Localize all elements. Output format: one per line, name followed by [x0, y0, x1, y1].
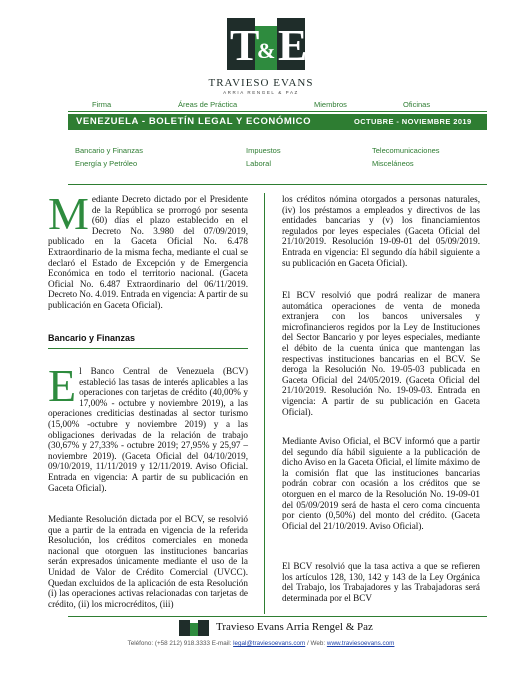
nav-oficinas[interactable]: Oficinas — [403, 100, 431, 109]
nav-miembros[interactable]: Miembros — [314, 100, 347, 109]
right-paragraph-3: Mediante Aviso Oficial, el BCV informó que a partir del segundo día hábil siguiente a la publicación de dicho Aviso en la Gaceta Oficial, el límite máximo de la comisión flat que las instituciones bancarias podrán cobrar con ocasión a los créditos que se otorguen en el marco de la Resolución No. 19-09-01 del 05/09/2019 será de hasta el cero coma cincuenta por ciento (0,50%) del monto del crédito. (Gaceta Oficial del 21/10/2019. Aviso Oficial). — [282, 436, 480, 531]
bcv-dropcap: E — [48, 360, 77, 411]
category-miscelaneos[interactable]: Misceláneos — [372, 159, 414, 168]
brand-name: TRAVIESO EVANS — [208, 77, 314, 89]
category-bancario[interactable]: Bancario y Finanzas — [75, 146, 143, 155]
firm-logo: T & E — [227, 18, 305, 70]
footer-firm-name: Travieso Evans Arria Rengel & Paz — [216, 621, 373, 633]
header-divider — [68, 184, 487, 185]
section-underline — [48, 348, 248, 349]
web-link[interactable]: www.traviesoevans.com — [326, 640, 395, 647]
intro-dropcap: M — [48, 188, 89, 239]
footer-divider — [68, 616, 487, 617]
footer-logo — [179, 620, 209, 636]
nav-firma[interactable]: Firma — [92, 100, 112, 109]
brand-subtitle: ARRIA RENGEL & PAZ — [223, 90, 299, 95]
category-telecom[interactable]: Telecomunicaciones — [372, 146, 440, 155]
resolucion-paragraph: Mediante Resolución dictada por el BCV, se resolvió que a partir de la entrada en vigencia de la referida Resolución, los créditos comerciales en moneda nacional que otorguen las instituciones bancarias serán expresados únicamente mediante el uso de la Unidad de Valor de Crédito Comercial (UVCC). Quedan excluidos de la aplicación de esta Resolución (i) las operaciones activas relacionadas con tarjetas de crédito, (ii) los microcréditos, (iii) — [48, 514, 248, 609]
right-paragraph-4: El BCV resolvió que la tasa activa a que se refieren los artículos 128, 130, 142 y 143 de la Ley Orgánica del Trabajo, los Trabajadores y las Trabajadoras será determinada por el BCV — [282, 561, 480, 603]
bcv-rates-paragraph: El Banco Central de Venezuela (BCV) estableció las tasas de interés aplicables a las operaciones con tarjetas de crédito (40,00% y 17,00% - octubre y noviembre 2019), a las operaciones crediticias destinadas al sector turismo (15,00% -octubre y noviembre 2019) y a las obligaciones derivadas de la relación de trabajo (30,67% y 27,33% - octubre 2019; 27,95% y 25,97 – noviembre 2019). (Gaceta Oficial del 04/10/2019, 09/10/2019, 11/11/2019 y 12/11/2019. Aviso Oficial. Entrada en vigencia: A partir de su publicación en Gaceta Oficial). — [48, 360, 248, 493]
category-impuestos[interactable]: Impuestos — [246, 146, 281, 155]
nav-divider — [68, 111, 487, 112]
email-link[interactable]: legal@traviesoevans.com — [233, 640, 306, 647]
intro-paragraph: Mediante Decreto dictado por el Presidente de la República se prorrogó por sesenta (60) días el plazo establecido en el Decreto No. 3.980 del 07/09/2019, publicado en la Gaceta Oficial No. 6.478 Extraordinario de la misma fecha, mediante el cual se declaró el Estado de Excepción y de Emergencia Económica en todo el territorio nacional. (Gaceta Oficial No. 6.487 Extraordinario del 06/11/2019. Decreto No. 4.019. Entrada en vigencia: A partir de su publicación en Gaceta Oficial). — [48, 188, 248, 310]
footer-contact: Teléfono: (+58 212) 918.3333 E-mail: legal@traviesoevans.com / Web: www.traviesoevans.com — [127, 640, 395, 647]
category-laboral[interactable]: Laboral — [246, 159, 272, 168]
bulletin-title: VENEZUELA - BOLETÍN LEGAL Y ECONÓMICO — [76, 116, 312, 127]
right-paragraph-1: los créditos nómina otorgados a personas naturales, (iv) los préstamos a empleados y directivos de las entidades bancarias y (v) los financiamientos regulados por leyes especiales (Gaceta Oficial del 21/10/2019. Resolución 19-09-01 del 05/09/2019. Entrada en vigencia: El segundo día hábil siguiente a su publicación en Gaceta Oficial). — [282, 194, 480, 268]
bulletin-date: OCTUBRE - NOVIEMBRE 2019 — [354, 117, 472, 126]
column-divider — [264, 193, 265, 614]
right-paragraph-2: El BCV resolvió que podrá realizar de manera automática operaciones de venta de moneda extranjera con los bancos universales y microfinancieros regidos por la Ley de Instituciones del Sector Bancario y por leyes especiales, mediante el débito de la cuenta única que mantengan las respectivas instituciones bancarias en el BCV. Se deroga la Resolución No. 19-05-03 publicada en Gaceta Oficial del 24/05/2019. (Gaceta Oficial del 21/10/2019. Resolución No. 19-09-03. Entrada en vigencia: A partir de su publicación en Gaceta Oficial). — [282, 290, 480, 417]
section-title: Bancario y Finanzas — [48, 333, 136, 343]
nav-areas-practica[interactable]: Áreas de Práctica — [178, 100, 238, 109]
category-energia[interactable]: Energía y Petróleo — [75, 159, 138, 168]
